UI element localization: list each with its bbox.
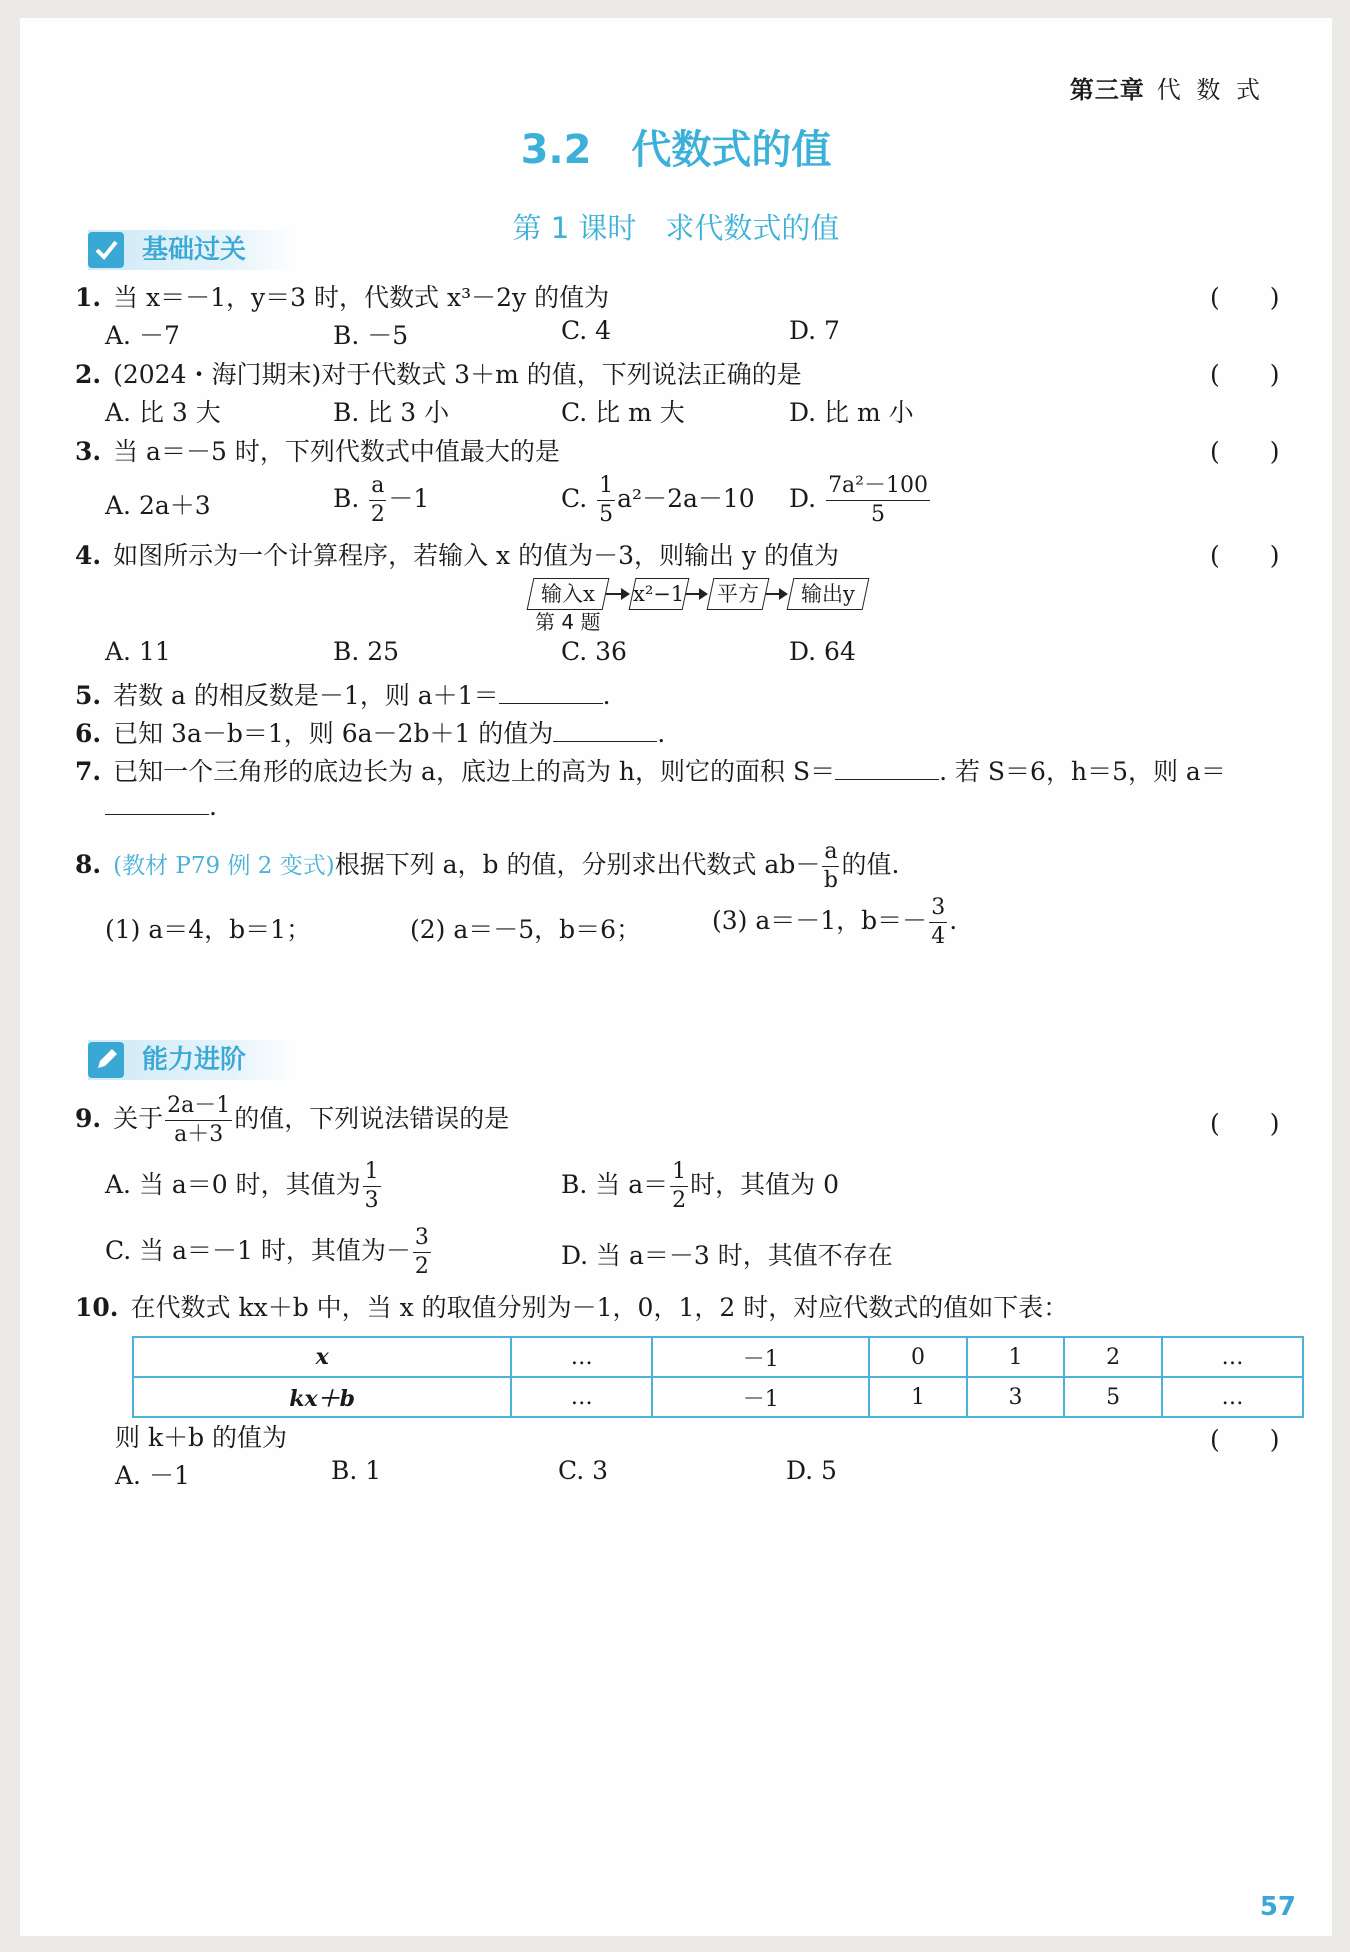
table-cell: 1	[967, 1337, 1065, 1377]
question-number: 10.	[75, 1293, 119, 1322]
fraction: $\frac{1}{5}$	[599, 473, 614, 527]
answer-paren: ( )	[1210, 283, 1280, 312]
option-a: A. －7	[105, 321, 180, 350]
option-c: C. 3	[558, 1456, 609, 1485]
table-cell: 3	[967, 1377, 1065, 1417]
fraction: $\frac{1}{3}$	[364, 1159, 379, 1213]
sub-question-2: (2) a＝－5，b＝6；	[410, 915, 642, 944]
option-c: C. $\frac{1}{5}$ a²－2a－10	[561, 473, 755, 527]
answer-paren: ( )	[1210, 1109, 1280, 1138]
question-7-continued: .	[105, 792, 217, 821]
question-8: 8. (教材 P79 例 2 变式)根据下列 a，b 的值，分别求出代数式 ab－ $\frac{a}{b}$ 的值.	[75, 839, 900, 893]
option-d: D. 当 a＝－3 时，其值不存在	[561, 1241, 893, 1270]
document-page	[20, 18, 1332, 1936]
textbook-reference: (教材 P79 例 2 变式)	[113, 853, 335, 879]
value-table	[132, 1336, 1304, 1418]
answer-blank[interactable]	[499, 681, 603, 704]
question-text: 在代数式 kx＋b 中，当 x 的取值分别为－1，0，1，2 时，对应代数式的值如下表：	[130, 1293, 1069, 1322]
pencil-icon	[88, 1042, 124, 1078]
table-cell: …	[511, 1377, 652, 1417]
chapter-header	[1070, 70, 1264, 105]
flow-box-output: 输出y	[787, 578, 870, 610]
lesson-subtitle: 第 1 课时 求代数式的值	[512, 211, 840, 245]
section-label-advanced: 能力进阶	[142, 1045, 247, 1075]
option-d: D. 7	[789, 316, 840, 345]
answer-blank[interactable]	[835, 757, 939, 780]
question-text: (2024・海门期末)对于代数式 3＋m 的值，下列说法正确的是	[113, 360, 802, 389]
flow-box-square: 平方	[707, 578, 770, 610]
question-text: 当 a＝－5 时，下列代数式中值最大的是	[113, 437, 560, 466]
question-5: 5. 若数 a 的相反数是－1，则 a＋1＝ .	[75, 681, 611, 710]
question-text: . 若 S＝6，h＝5，则 a＝	[939, 757, 1226, 786]
page-number: 57	[1259, 1892, 1296, 1922]
section-title: 3.2 代数式的值	[520, 127, 832, 173]
question-7	[75, 752, 1226, 788]
chapter-label: 第三章	[1069, 76, 1145, 104]
table-cell: …	[1162, 1377, 1303, 1417]
question-number: 7.	[75, 757, 102, 786]
table-cell: x	[133, 1337, 511, 1377]
chapter-name: 代 数 式	[1156, 76, 1264, 104]
sub-question-1: (1) a＝4，b＝1；	[105, 915, 312, 944]
question-number: 2.	[75, 360, 102, 389]
answer-paren: ( )	[1210, 541, 1280, 570]
section-label-basic: 基础过关	[142, 235, 247, 265]
option-b: B. 1	[331, 1456, 382, 1485]
table-row	[133, 1377, 1303, 1417]
question-text: 如图所示为一个计算程序，若输入 x 的值为－3，则输出 y 的值为	[113, 541, 840, 570]
table-cell: …	[511, 1337, 652, 1377]
arrow-icon	[766, 593, 786, 595]
fraction: $\frac{\text{7a²－100}}{5}$	[828, 473, 928, 527]
question-text: 已知一个三角形的底边长为 a，底边上的高为 h，则它的面积 S＝	[113, 757, 836, 786]
question-9: 9. 关于 $\frac{2a-1}{a+3}$ 的值，下列说法错误的是	[75, 1093, 510, 1147]
option-d: D. $\frac{\text{7a²－100}}{5}$	[789, 473, 928, 527]
question-text: 的值，下列说法错误的是	[234, 1104, 510, 1133]
table-cell: 5	[1064, 1377, 1162, 1417]
table-cell: 2	[1064, 1337, 1162, 1377]
question-6: 6. 已知 3a－b＝1，则 6a－2b＋1 的值为 .	[75, 719, 666, 748]
question-number: 8.	[75, 850, 102, 879]
question-text: 当 x＝－1，y＝3 时，代数式 x³－2y 的值为	[113, 283, 610, 312]
answer-blank[interactable]	[553, 719, 657, 742]
option-c: C. 4	[561, 316, 612, 345]
answer-paren: ( )	[1210, 360, 1280, 389]
table-cell: kx＋b	[133, 1377, 511, 1417]
fraction: $\frac{3}{2}$	[414, 1225, 429, 1279]
question-10-followup: 则 k＋b 的值为	[115, 1423, 288, 1452]
question-1	[75, 278, 609, 314]
question-4	[75, 536, 839, 572]
question-3	[75, 432, 560, 468]
question-10	[75, 1288, 1068, 1324]
question-number: 4.	[75, 541, 102, 570]
table-row	[133, 1337, 1303, 1377]
fraction: $\frac{1}{2}$	[672, 1159, 687, 1213]
section-header-basic	[88, 230, 296, 270]
flow-box-input: 输入x	[527, 578, 610, 610]
question-number: 6.	[75, 719, 102, 748]
table-cell: …	[1162, 1337, 1303, 1377]
fraction: $\frac{3}{4}$	[931, 895, 946, 949]
option-c: C. 当 a＝－1 时，其值为－ $\frac{3}{2}$	[105, 1225, 429, 1279]
section-header-advanced	[88, 1040, 296, 1080]
option-a: A. 11	[105, 637, 171, 666]
option-b: B. 比 3 小	[333, 398, 450, 427]
answer-paren: ( )	[1210, 437, 1280, 466]
option-a: A. －1	[115, 1461, 190, 1490]
question-text: 已知 3a－b＝1，则 6a－2b＋1 的值为	[113, 719, 554, 748]
option-c: C. 比 m 大	[561, 398, 685, 427]
option-d: D. 比 m 小	[789, 398, 914, 427]
fraction: $\frac{a}{b}$	[823, 839, 838, 893]
option-c: C. 36	[561, 637, 627, 666]
question-number: 1.	[75, 283, 102, 312]
question-number: 5.	[75, 681, 102, 710]
fraction: $\frac{a}{2}$	[370, 473, 385, 527]
question-text: 若数 a 的相反数是－1，则 a＋1＝	[113, 681, 499, 710]
answer-blank[interactable]	[105, 792, 209, 815]
arrow-icon	[606, 593, 628, 595]
table-cell: －1	[652, 1337, 869, 1377]
answer-paren: ( )	[1210, 1425, 1280, 1454]
flow-box-square-minus-one: x²−1	[629, 578, 690, 610]
option-d: D. 5	[786, 1456, 837, 1485]
table-cell: 1	[869, 1377, 967, 1417]
option-b: B. 当 a＝ $\frac{1}{2}$ 时，其值为 0	[561, 1159, 839, 1213]
question-number: 3.	[75, 437, 102, 466]
option-a: A. 当 a＝0 时，其值为 $\frac{1}{3}$	[105, 1159, 379, 1213]
option-b: B. $\frac{a}{2}$ －1	[333, 473, 430, 527]
question-text: 根据下列 a，b 的值，分别求出代数式 ab－	[334, 850, 821, 879]
figure-caption: 第 4 题	[535, 610, 601, 634]
question-2	[75, 355, 802, 391]
table-cell: －1	[652, 1377, 869, 1417]
option-b: B. 25	[333, 637, 400, 666]
sub-question-3: (3) a＝－1，b＝－ $\frac{3}{4}$ .	[712, 895, 958, 949]
option-a: A. 比 3 大	[105, 398, 221, 427]
arrow-icon	[686, 593, 706, 595]
option-b: B. －5	[333, 321, 409, 350]
question-number: 9.	[75, 1104, 102, 1133]
fraction: $\frac{2a-1}{a+3}$	[167, 1093, 231, 1147]
option-a: A. 2a＋3	[105, 491, 211, 520]
table-cell: 0	[869, 1337, 967, 1377]
option-d: D. 64	[789, 637, 856, 666]
checkbox-icon	[88, 232, 124, 268]
